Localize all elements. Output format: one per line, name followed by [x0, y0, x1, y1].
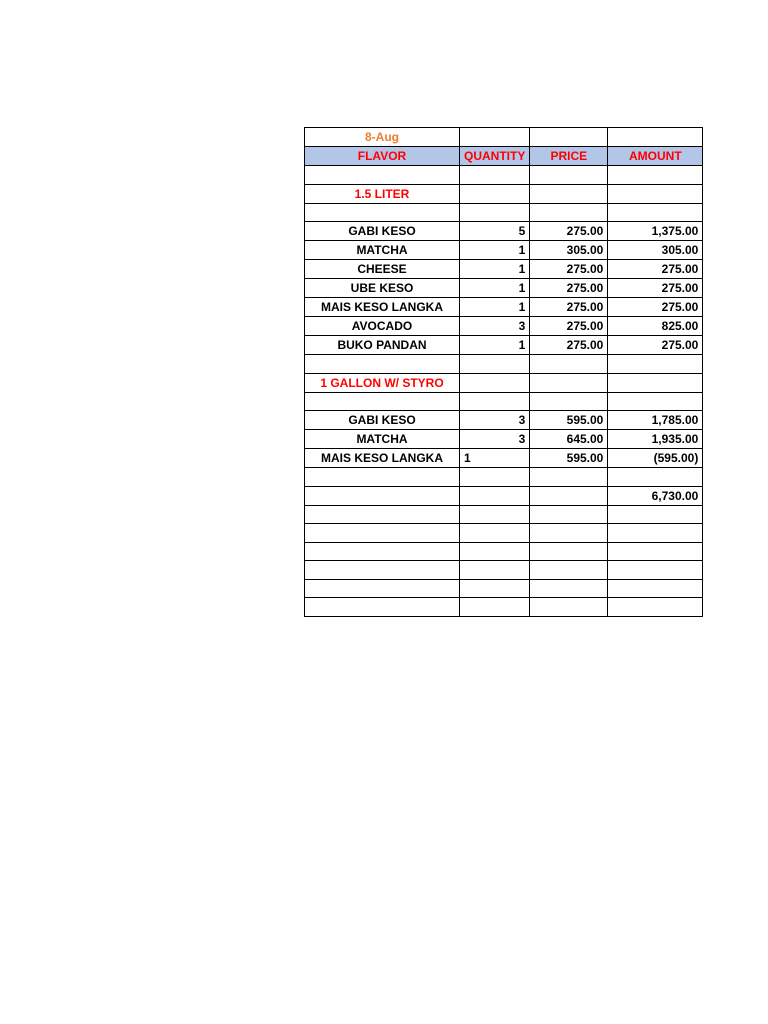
price-cell[interactable]: 645.00 — [530, 430, 608, 449]
empty-cell[interactable] — [608, 128, 703, 147]
quantity-cell[interactable]: 1 — [460, 336, 530, 355]
quantity-cell[interactable]: 1 — [460, 241, 530, 260]
flavor-cell[interactable]: CHEESE — [305, 260, 460, 279]
empty-cell[interactable] — [530, 373, 608, 392]
price-cell[interactable]: 305.00 — [530, 241, 608, 260]
price-cell[interactable]: 275.00 — [530, 298, 608, 317]
quantity-cell[interactable]: 3 — [460, 430, 530, 449]
table-row — [305, 260, 703, 279]
empty-cell[interactable] — [305, 524, 460, 543]
empty-cell[interactable] — [460, 579, 530, 598]
empty-cell[interactable] — [460, 373, 530, 392]
flavor-cell[interactable]: MAIS KESO LANGKA — [305, 298, 460, 317]
quantity-cell[interactable]: 1 — [460, 279, 530, 298]
empty-cell[interactable] — [305, 598, 460, 617]
price-cell[interactable]: 275.00 — [530, 336, 608, 355]
empty-cell[interactable] — [530, 184, 608, 203]
blank-row — [305, 468, 703, 487]
empty-cell[interactable] — [460, 392, 530, 411]
amount-cell[interactable]: 305.00 — [608, 241, 703, 260]
flavor-cell[interactable]: GABI KESO — [305, 411, 460, 430]
quantity-cell[interactable]: 3 — [460, 411, 530, 430]
empty-cell[interactable] — [608, 203, 703, 222]
empty-cell[interactable] — [460, 524, 530, 543]
empty-cell[interactable] — [305, 166, 460, 185]
empty-cell[interactable] — [460, 355, 530, 374]
section-row — [305, 184, 703, 203]
header-quantity[interactable]: QUANTITY — [460, 147, 530, 166]
empty-cell[interactable] — [460, 128, 530, 147]
flavor-cell[interactable]: BUKO PANDAN — [305, 336, 460, 355]
table-row — [305, 241, 703, 260]
section-title-gallon[interactable]: 1 GALLON W/ STYRO — [305, 373, 460, 392]
price-cell[interactable]: 275.00 — [530, 222, 608, 241]
empty-cell[interactable] — [530, 128, 608, 147]
empty-cell[interactable] — [608, 542, 703, 561]
price-cell[interactable]: 595.00 — [530, 411, 608, 430]
empty-cell[interactable] — [530, 203, 608, 222]
empty-cell[interactable] — [305, 579, 460, 598]
empty-cell[interactable] — [460, 486, 530, 505]
empty-cell[interactable] — [305, 561, 460, 580]
empty-cell[interactable] — [460, 505, 530, 524]
blank-row — [305, 524, 703, 543]
empty-cell[interactable] — [530, 355, 608, 374]
amount-cell[interactable]: 275.00 — [608, 279, 703, 298]
blank-row — [305, 505, 703, 524]
empty-cell[interactable] — [608, 166, 703, 185]
quantity-cell[interactable]: 1 — [460, 449, 530, 468]
section-row — [305, 373, 703, 392]
total-row — [305, 486, 703, 505]
empty-cell[interactable] — [305, 203, 460, 222]
sales-sheet — [304, 127, 703, 617]
amount-cell[interactable]: 1,935.00 — [608, 430, 703, 449]
price-cell[interactable]: 275.00 — [530, 279, 608, 298]
header-price[interactable]: PRICE — [530, 147, 608, 166]
table-row — [305, 222, 703, 241]
amount-cell[interactable]: (595.00) — [608, 449, 703, 468]
flavor-cell[interactable]: UBE KESO — [305, 279, 460, 298]
empty-cell[interactable] — [305, 468, 460, 487]
table-row — [305, 449, 703, 468]
empty-cell[interactable] — [305, 542, 460, 561]
empty-cell[interactable] — [608, 561, 703, 580]
blank-row — [305, 542, 703, 561]
total-amount-cell[interactable]: 6,730.00 — [608, 486, 703, 505]
amount-cell[interactable]: 1,785.00 — [608, 411, 703, 430]
quantity-cell[interactable]: 1 — [460, 298, 530, 317]
empty-cell[interactable] — [530, 486, 608, 505]
empty-cell[interactable] — [460, 561, 530, 580]
date-cell[interactable]: 8-Aug — [305, 128, 460, 147]
quantity-cell[interactable]: 3 — [460, 317, 530, 336]
empty-cell[interactable] — [305, 392, 460, 411]
empty-cell[interactable] — [608, 355, 703, 374]
empty-cell[interactable] — [530, 598, 608, 617]
flavor-cell[interactable]: AVOCADO — [305, 317, 460, 336]
empty-cell[interactable] — [305, 355, 460, 374]
header-amount[interactable]: AMOUNT — [608, 147, 703, 166]
empty-cell[interactable] — [530, 579, 608, 598]
empty-cell[interactable] — [305, 486, 460, 505]
flavor-cell[interactable]: MATCHA — [305, 430, 460, 449]
header-row — [305, 147, 703, 166]
empty-cell[interactable] — [460, 598, 530, 617]
empty-cell[interactable] — [460, 468, 530, 487]
empty-cell[interactable] — [530, 505, 608, 524]
empty-cell[interactable] — [460, 542, 530, 561]
blank-row — [305, 355, 703, 374]
table-row — [305, 279, 703, 298]
price-cell[interactable]: 275.00 — [530, 317, 608, 336]
empty-cell[interactable] — [530, 468, 608, 487]
table-row — [305, 298, 703, 317]
empty-cell[interactable] — [530, 561, 608, 580]
flavor-cell[interactable]: GABI KESO — [305, 222, 460, 241]
table-row — [305, 336, 703, 355]
blank-row — [305, 598, 703, 617]
table-row — [305, 317, 703, 336]
empty-cell[interactable] — [608, 598, 703, 617]
amount-cell[interactable]: 1,375.00 — [608, 222, 703, 241]
date-row — [305, 128, 703, 147]
quantity-cell[interactable]: 1 — [460, 260, 530, 279]
amount-cell[interactable]: 275.00 — [608, 298, 703, 317]
empty-cell[interactable] — [460, 166, 530, 185]
amount-cell[interactable]: 275.00 — [608, 260, 703, 279]
amount-cell[interactable]: 825.00 — [608, 317, 703, 336]
empty-cell[interactable] — [530, 392, 608, 411]
empty-cell[interactable] — [460, 184, 530, 203]
price-cell[interactable]: 595.00 — [530, 449, 608, 468]
empty-cell[interactable] — [608, 505, 703, 524]
flavor-cell[interactable]: MATCHA — [305, 241, 460, 260]
amount-cell[interactable]: 275.00 — [608, 336, 703, 355]
empty-cell[interactable] — [530, 524, 608, 543]
empty-cell[interactable] — [608, 468, 703, 487]
empty-cell[interactable] — [460, 203, 530, 222]
empty-cell[interactable] — [530, 542, 608, 561]
flavor-cell[interactable]: MAIS KESO LANGKA — [305, 449, 460, 468]
quantity-cell[interactable]: 5 — [460, 222, 530, 241]
empty-cell[interactable] — [530, 166, 608, 185]
empty-cell[interactable] — [608, 184, 703, 203]
blank-row — [305, 579, 703, 598]
empty-cell[interactable] — [305, 505, 460, 524]
blank-row — [305, 392, 703, 411]
empty-cell[interactable] — [608, 579, 703, 598]
table-row — [305, 430, 703, 449]
blank-row — [305, 166, 703, 185]
section-title-liter[interactable]: 1.5 LITER — [305, 184, 460, 203]
empty-cell[interactable] — [608, 392, 703, 411]
table-row — [305, 411, 703, 430]
blank-row — [305, 561, 703, 580]
price-cell[interactable]: 275.00 — [530, 260, 608, 279]
empty-cell[interactable] — [608, 373, 703, 392]
blank-row — [305, 203, 703, 222]
empty-cell[interactable] — [608, 524, 703, 543]
header-flavor[interactable]: FLAVOR — [305, 147, 460, 166]
